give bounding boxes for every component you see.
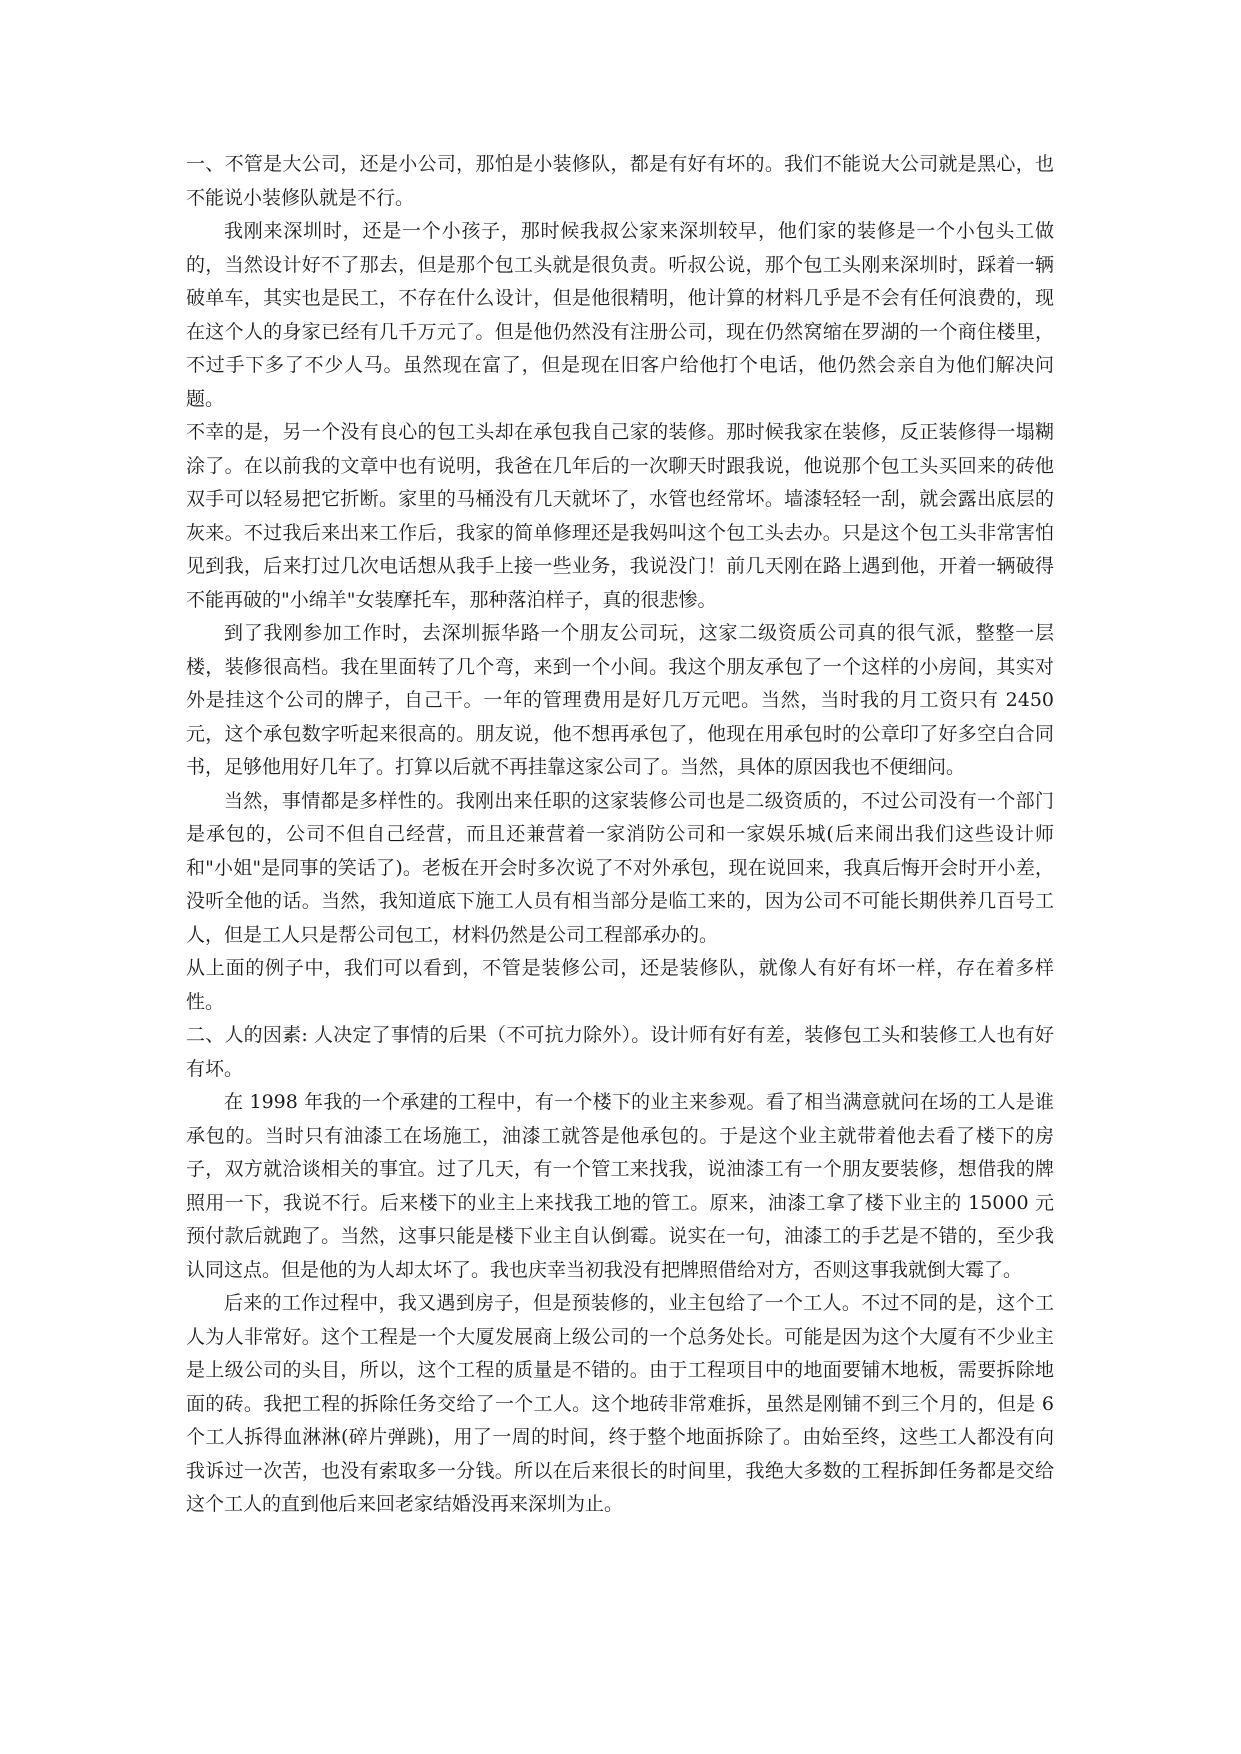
paragraph-2: 我刚来深圳时，还是一个小孩子，那时候我叔公家来深圳较早，他们家的装修是一个小包头工做的，当然设计好不了那去，但是那个包工头就是很负责。听叔公说，那个包工头刚来深圳时，踩着一辆破单车，其实也是民工，不存在什么设计，但是他很精明，他计算的材料几乎是不会有任何浪费的，现在这个人的身家已经有几千万元了。但是他仍然没有注册公司，现在仍然窝缩在罗湖的一个商住楼里，不过手下多了不少人马。虽然现在富了，但是现在旧客户给他打个电话，他仍然会亲自为他们解决问题。 xyxy=(186,220,1054,410)
document-body xyxy=(186,148,1054,1522)
paragraph-5: 当然，事情都是多样性的。我刚出来任职的这家装修公司也是二级资质的，不过公司没有一个部门是承包的，公司不但自己经营，而且还兼营着一家消防公司和一家娱乐城(后来闹出我们这些设计师和"小姐"是同事的笑话了)。老板在开会时多次说了不对外承包，现在说回来，我真后悔开会时开小差，没听全他的话。当然，我知道底下施工人员有相当部分是临工来的，因为公司不可能长期供养几百号工人，但是工人只是帮公司包工，材料仍然是公司工程部承办的。 xyxy=(186,789,1054,946)
paragraph-1: 一、不管是大公司，还是小公司，那怕是小装修队，都是有好有坏的。我们不能说大公司就是黑心，也不能说小装修队就是不行。 xyxy=(186,153,1054,209)
paragraph-8: 在 1998 年我的一个承建的工程中，有一个楼下的业主来参观。看了相当满意就问在场的工人是谁承包的。当时只有油漆工在场施工，油漆工就答是他承包的。于是这个业主就带着他去看了楼下的房子，双方就洽谈相关的事宜。过了几天，有一个管工来找我，说油漆工有一个朋友要装修，想借我的牌照用一下，我说不行。后来楼下的业主上来找我工地的管工。原来，油漆工拿了楼下业主的 15000 元预付款后就跑了。当然，这事只能是楼下业主自认倒霉。说实在一句，油漆工的手艺是不错的，至少我认同这点。但是他的为人却太坏了。我也庆幸当初我没有把牌照借给对方，否则这事我就倒大霉了。 xyxy=(186,1091,1054,1281)
paragraph-7: 二、人的因素: 人决定了事情的后果（不可抗力除外）。设计师有好有差，装修包工头和装修工人也有好有坏。 xyxy=(186,1024,1054,1080)
paragraph-3: 不幸的是，另一个没有良心的包工头却在承包我自己家的装修。那时候我家在装修，反正装修得一塌糊涂了。在以前我的文章中也有说明，我爸在几年后的一次聊天时跟我说，他说那个包工头买回来的砖他双手可以轻易把它折断。家里的马桶没有几天就坏了，水管也经常坏。墙漆轻轻一刮，就会露出底层的灰来。不过我后来出来工作后，我家的简单修理还是我妈叫这个包工头去办。只是这个包工头非常害怕见到我，后来打过几次电话想从我手上接一些业务，我说没门！前几天刚在路上遇到他，开着一辆破得不能再破的"小绵羊"女装摩托车，那种落泊样子，真的很悲惨。 xyxy=(186,421,1054,611)
paragraph-9: 后来的工作过程中，我又遇到房子，但是预装修的，业主包给了一个工人。不过不同的是，这个工人为人非常好。这个工程是一个大厦发展商上级公司的一个总务处长。可能是因为这个大厦有不少业主是上级公司的头目，所以，这个工程的质量是不错的。由于工程项目中的地面要铺木地板，需要拆除地面的砖。我把工程的拆除任务交给了一个工人。这个地砖非常难拆，虽然是刚铺不到三个月的，但是 6 个工人拆得血淋淋(碎片弹跳)，用了一周的时间，终于整个地面拆除了。由始至终，这些工人都没有向我诉过一次苦，也没有索取多一分钱。所以在后来很长的时间里，我绝大多数的工程拆卸任务都是交给这个工人的直到他后来回老家结婚没再来深圳为止。 xyxy=(186,1292,1054,1515)
paragraph-6: 从上面的例子中，我们可以看到，不管是装修公司，还是装修队，就像人有好有坏一样，存在着多样性。 xyxy=(186,957,1054,1013)
paragraph-4: 到了我刚参加工作时，去深圳振华路一个朋友公司玩，这家二级资质公司真的很气派，整整一层楼，装修很高档。我在里面转了几个弯，来到一个小间。我这个朋友承包了一个这样的小房间，其实对外是挂这个公司的牌子，自己干。一年的管理费用是好几万元吧。当然，当时我的月工资只有 2450 元，这个承包数字听起来很高的。朋友说，他不想再承包了，他现在用承包时的公章印了好多空白合同书，足够他用好几年了。打算以后就不再挂靠这家公司了。当然，具体的原因我也不便细问。 xyxy=(186,622,1054,778)
